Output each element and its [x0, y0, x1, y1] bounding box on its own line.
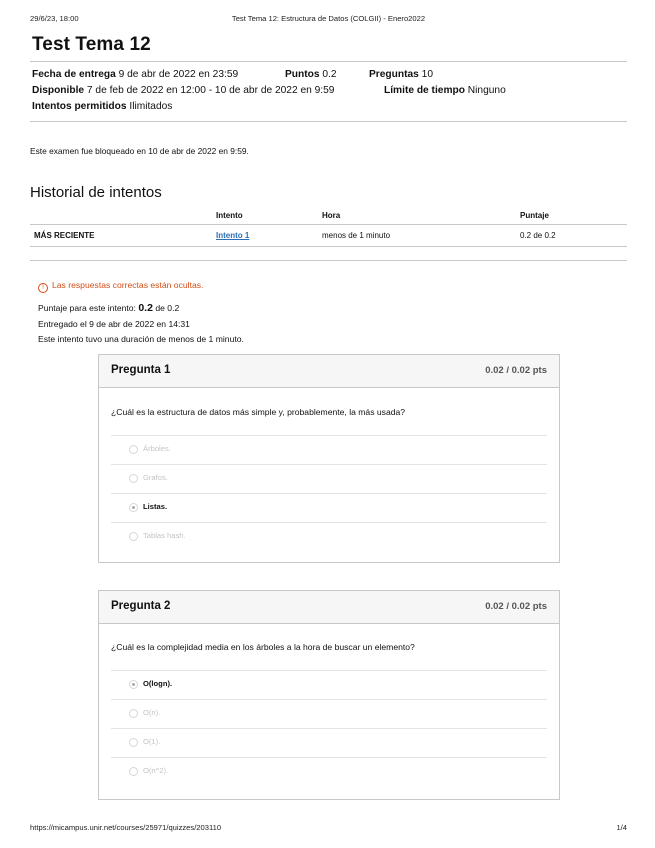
column-header: [30, 208, 216, 225]
history-title: Historial de intentos: [30, 184, 162, 201]
radio-icon: [129, 738, 138, 747]
radio-icon: [129, 532, 138, 541]
attempt-time: menos de 1 minuto: [322, 225, 520, 247]
table-row: [30, 225, 627, 247]
answers-hidden-note: ! Las respuestas correctas están ocultas.: [38, 280, 203, 293]
question-text: ¿Cuál es la complejidad media en los árboles a la hora de buscar un elemento?: [111, 642, 415, 652]
attempt-submitted: Entregado el 9 de abr de 2022 en 14:31: [38, 319, 190, 329]
answer-option-selected: Listas.: [111, 493, 547, 522]
column-header: Hora: [322, 208, 520, 225]
divider: [30, 121, 627, 122]
divider: [30, 260, 627, 261]
attempt-duration: Este intento tuvo una duración de menos de 1 minuto.: [38, 334, 244, 344]
attempt-score-line: Puntaje para este intento: 0.2 de 0.2: [38, 302, 180, 314]
print-title: Test Tema 12: Estructura de Datos (COLGII) - Enero2022: [231, 14, 426, 23]
attempt-link[interactable]: Intento 1: [216, 231, 250, 240]
quiz-available: Disponible 7 de feb de 2022 en 12:00 - 10 de abr de 2022 en 9:59: [32, 85, 335, 96]
row-label: MÁS RECIENTE: [30, 225, 216, 247]
table-header-row: [30, 208, 627, 225]
print-url: https://micampus.unir.net/courses/25971/quizzes/203110: [30, 823, 222, 832]
question-text: ¿Cuál es la estructura de datos más simple y, probablemente, la más usada?: [111, 407, 406, 417]
page-number: 1/4: [616, 823, 627, 832]
question-points: 0.02 / 0.02 pts: [485, 601, 547, 612]
quiz-questions: Preguntas 10: [369, 69, 434, 80]
print-header: [30, 14, 627, 28]
question-title: Pregunta 1: [111, 364, 171, 376]
column-header: Intento: [216, 208, 322, 225]
radio-selected-icon: [129, 680, 138, 689]
radio-icon: [129, 445, 138, 454]
question-title: Pregunta 2: [111, 600, 171, 612]
question-card: [98, 590, 560, 800]
attempt-score: 0.2 de 0.2: [520, 225, 627, 247]
radio-icon: [129, 474, 138, 483]
answer-option-selected: O(logn).: [111, 670, 547, 699]
answer-option: Tablas hash.: [111, 522, 547, 551]
quiz-time-limit: Límite de tiempo Ninguno: [384, 85, 506, 96]
question-points: 0.02 / 0.02 pts: [485, 365, 547, 376]
question-header: [99, 355, 559, 388]
attempt-history-table: [30, 208, 627, 247]
radio-icon: [129, 767, 138, 776]
radio-selected-icon: [129, 503, 138, 512]
answer-option: Grafos.: [111, 464, 547, 493]
print-date: 29/6/23, 18:00: [30, 14, 79, 23]
alert-circle-icon: !: [38, 283, 48, 293]
answer-option: O(1).: [111, 728, 547, 757]
quiz-attempts-allowed: Intentos permitidos Ilimitados: [32, 101, 173, 112]
page-title: Test Tema 12: [32, 34, 151, 55]
question-card: [98, 354, 560, 563]
column-header: Puntaje: [520, 208, 627, 225]
divider: [30, 61, 627, 62]
radio-icon: [129, 709, 138, 718]
answer-option: O(n^2).: [111, 757, 547, 786]
quiz-points: Puntos 0.2: [285, 69, 337, 80]
print-footer: [30, 823, 627, 832]
answer-option: Árboles.: [111, 435, 547, 464]
question-header: [99, 591, 559, 624]
locked-message: Este examen fue bloqueado en 10 de abr de 2022 en 9:59.: [30, 146, 249, 156]
answer-option: O(n).: [111, 699, 547, 728]
quiz-due: Fecha de entrega 9 de abr de 2022 en 23:59: [32, 69, 239, 80]
